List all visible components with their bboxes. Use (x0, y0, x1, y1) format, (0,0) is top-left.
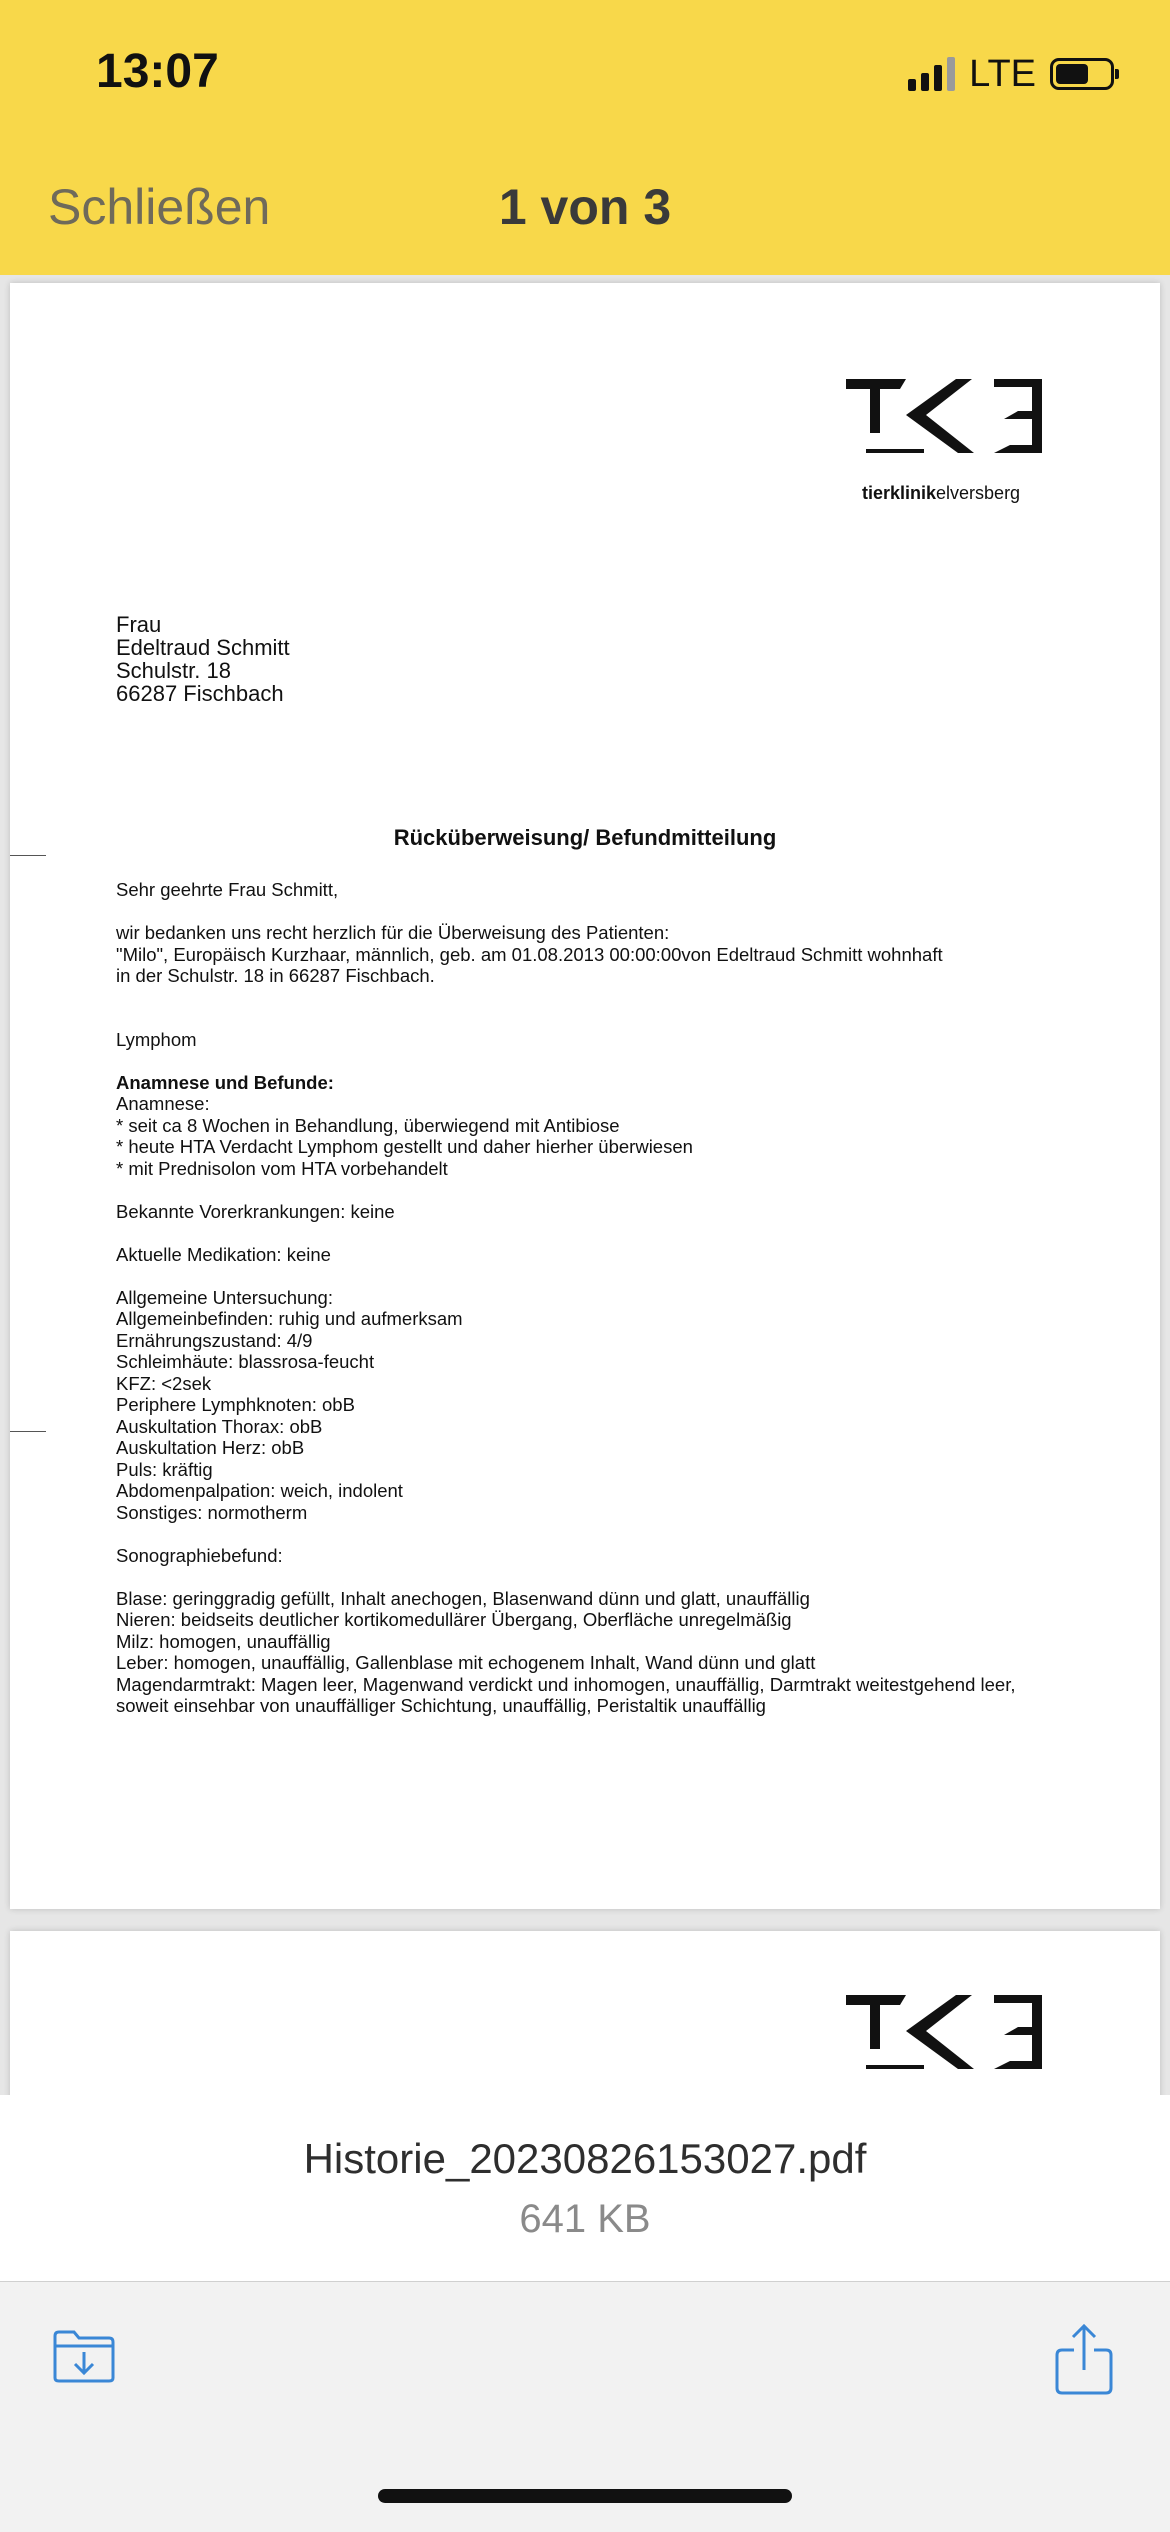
network-type: LTE (969, 52, 1036, 95)
file-size: 641 KB (519, 2197, 651, 2241)
top-bar (0, 0, 1170, 275)
home-indicator[interactable] (378, 2489, 792, 2503)
salutation: Sehr geehrte Frau Schmitt, (116, 879, 339, 900)
tierklinik-logo (844, 1991, 1044, 2071)
cellular-signal-icon (908, 57, 955, 91)
share-icon (1054, 2322, 1114, 2396)
pdf-page-2 (10, 1931, 1160, 2095)
page-counter: 1 von 3 (498, 179, 672, 235)
logo-caption: tierklinikelversberg (862, 483, 1021, 503)
fold-mark (10, 1431, 46, 1432)
folder-download-icon (52, 2328, 116, 2384)
recipient-address: Frau Edeltraud Schmitt Schulstr. 18 66287 Fischbach (116, 612, 290, 706)
status-time: 13:07 (96, 45, 219, 98)
close-button[interactable]: Schließen (48, 179, 271, 235)
tierklinik-logo (844, 375, 1044, 455)
status-icons (908, 52, 1114, 96)
battery-icon (1050, 58, 1114, 90)
pdf-page-1 (10, 283, 1160, 1909)
file-info-panel (0, 2095, 1170, 2282)
share-button[interactable] (1054, 2322, 1114, 2396)
pdf-viewer[interactable] (0, 275, 1170, 2095)
save-to-files-button[interactable] (52, 2328, 116, 2384)
diagnosis: Lymphom (116, 1028, 197, 1050)
file-name: Historie_20230826153027.pdf (303, 2135, 867, 2182)
section-heading: Anamnese und Befunde: (116, 1071, 334, 1093)
fold-mark (10, 855, 46, 856)
document-title: Rücküberweisung/ Befundmitteilung (393, 825, 777, 850)
document-body: Sehr geehrte Frau Schmitt, wir bedanken uns recht herzlich für die Überweisung des Patienten: "Milo", Europäisch Kurzhaar, männlich, geb. am 01.08.2013 00:00:00von Edeltraud Schmitt wohnhaft in der Schulstr. 18 in 66287 Fischbach. Lymphom Anamnese und Befunde: Anamnese: * seit ca 8 Wochen in Behandlung, überwiegend mit Antibiose * heute HTA Verdacht Lymphom gestellt und daher hierher überwiesen * mit Prednisolon vom HTA vorbehandelt Bekannte Vorerkrankungen: keine Aktuelle Medikation: keine Allgemeine Untersuchung: Allgemeinbefinden: ruhig und aufmerksam Ernährungszustand: 4/9 Schleimhäute: blassrosa-feucht KFZ: <2sek Periphere Lymphknoten: obB Auskultation Thorax: obB Auskultation Herz: obB Puls: kräftig Abdomenpalpation: weich, indolent Sonstiges: normotherm Sonographiebefund: Blase: geringgradig gefüllt, Inhalt anechogen, Blasenwand dünn und glatt, unauffällig Nieren: beidseits deutlicher kortikomedullärer Übergang, Oberfläche unregelmäßig Milz: homogen, unauffällig Leber: homogen, unauffällig, Gallenblase mit echogenem Inhalt, Wand dünn und glatt Magendarmtrakt: Magen leer, Magenwand verdickt und inhomogen, unauffällig, Darmtrakt weitestgehend leer, soweit einsehbar von unauffälliger Schichtung, unauffällig, Peristaltik unauffällig (116, 879, 1126, 1717)
